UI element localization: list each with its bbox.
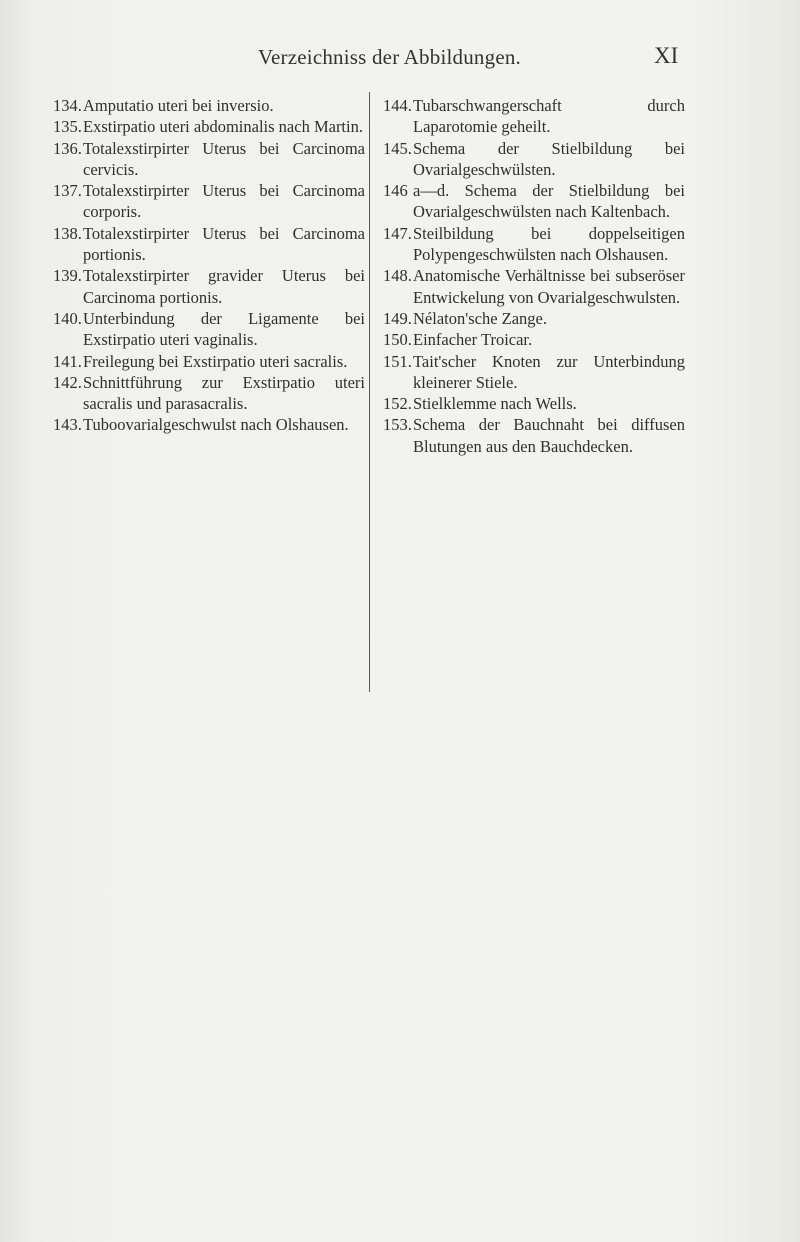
column-divider [369,92,370,692]
entry-number: 152. [383,394,412,414]
entry-number: 135. [53,117,82,137]
entry-text: Tubarschwangerschaft durch Laparotomie geheilt. [413,96,685,137]
entry-number: 151. [383,351,412,371]
list-item [53,180,365,223]
list-item [383,351,685,394]
entry-number: 143. [53,415,82,435]
list-item [53,95,365,116]
entry-number: 147. [383,223,412,243]
entry-number: 140. [53,308,82,328]
list-item [53,138,365,181]
list-item [383,138,685,181]
entry-text: Stielklemme nach Wells. [413,394,577,414]
entry-text: Totalexstirpirter gravider Uterus bei Carcinoma portionis. [83,266,365,307]
entry-number: 137. [53,181,82,201]
list-item [53,116,365,137]
running-title: Verzeichniss der Abbildungen. [258,45,521,69]
entry-text: Amputatio uteri bei inversio. [83,96,274,115]
entry-text: Einfacher Troicar. [413,330,533,350]
list-item [383,393,685,414]
entry-text: Anatomische Verhältnisse bei subseröser Entwickelung von Ovarialgeschwulsten. [413,266,685,307]
entry-number: 145. [383,138,412,158]
entry-text: Totalexstirpirter Uterus bei Carcinoma cervicis. [83,138,365,179]
list-item [53,308,365,351]
list-item [383,180,685,223]
list-item [53,372,365,415]
list-item [383,223,685,266]
page-number: XI [654,43,679,68]
entry-number: 148. [383,266,412,286]
entry-number: 138. [53,223,82,243]
list-item [383,95,685,138]
list-item [53,265,365,308]
page-header [0,45,800,75]
right-column [383,95,685,457]
entry-text: Unterbindung der Ligamente bei Exstirpatio uteri vaginalis. [83,308,365,350]
list-item [383,308,685,329]
entry-text: Exstirpatio uteri abdominalis nach Martin. [83,117,363,137]
list-item [53,351,365,372]
entry-number: 134. [53,96,82,115]
entry-number: 144. [383,96,412,115]
list-item [383,265,685,308]
entry-text: Schema der Stielbildung bei Ovarialgeschwülsten. [413,138,685,179]
entry-number: 146 [383,181,408,201]
entry-text: Totalexstirpirter Uterus bei Carcinoma corporis. [83,181,365,222]
entry-number: 153. [383,415,412,435]
entry-text: Tuboovarialgeschwulst nach Olshausen. [83,415,349,435]
entry-text: Steilbildung bei doppelseitigen Polypengeschwülsten nach Olshausen. [413,223,685,265]
entry-number: 149. [383,308,412,328]
entry-number: 141. [53,351,82,371]
left-column [53,95,365,436]
entry-number: 136. [53,138,82,158]
list-item [53,414,365,435]
list-item [383,414,685,457]
entry-text: Totalexstirpirter Uterus bei Carcinoma portionis. [83,223,365,265]
entry-text: Nélaton'sche Zange. [413,308,547,328]
list-item [53,223,365,266]
entry-text: Freilegung bei Exstirpatio uteri sacralis. [83,351,348,371]
entry-text: Schema der Bauchnaht bei diffusen Blutungen aus den Bauchdecken. [413,415,685,456]
entry-number: 139. [53,266,82,286]
entry-number: 150. [383,330,412,350]
entry-number: 142. [53,372,82,392]
entry-text: Tait'scher Knoten zur Unterbindung kleinerer Stiele. [413,351,685,392]
list-item [383,329,685,350]
entry-text: a—d. Schema der Stielbildung bei Ovarialgeschwülsten nach Kaltenbach. [413,181,685,222]
entry-text: Schnittführung zur Exstirpatio uteri sacralis und parasacralis. [83,372,365,414]
